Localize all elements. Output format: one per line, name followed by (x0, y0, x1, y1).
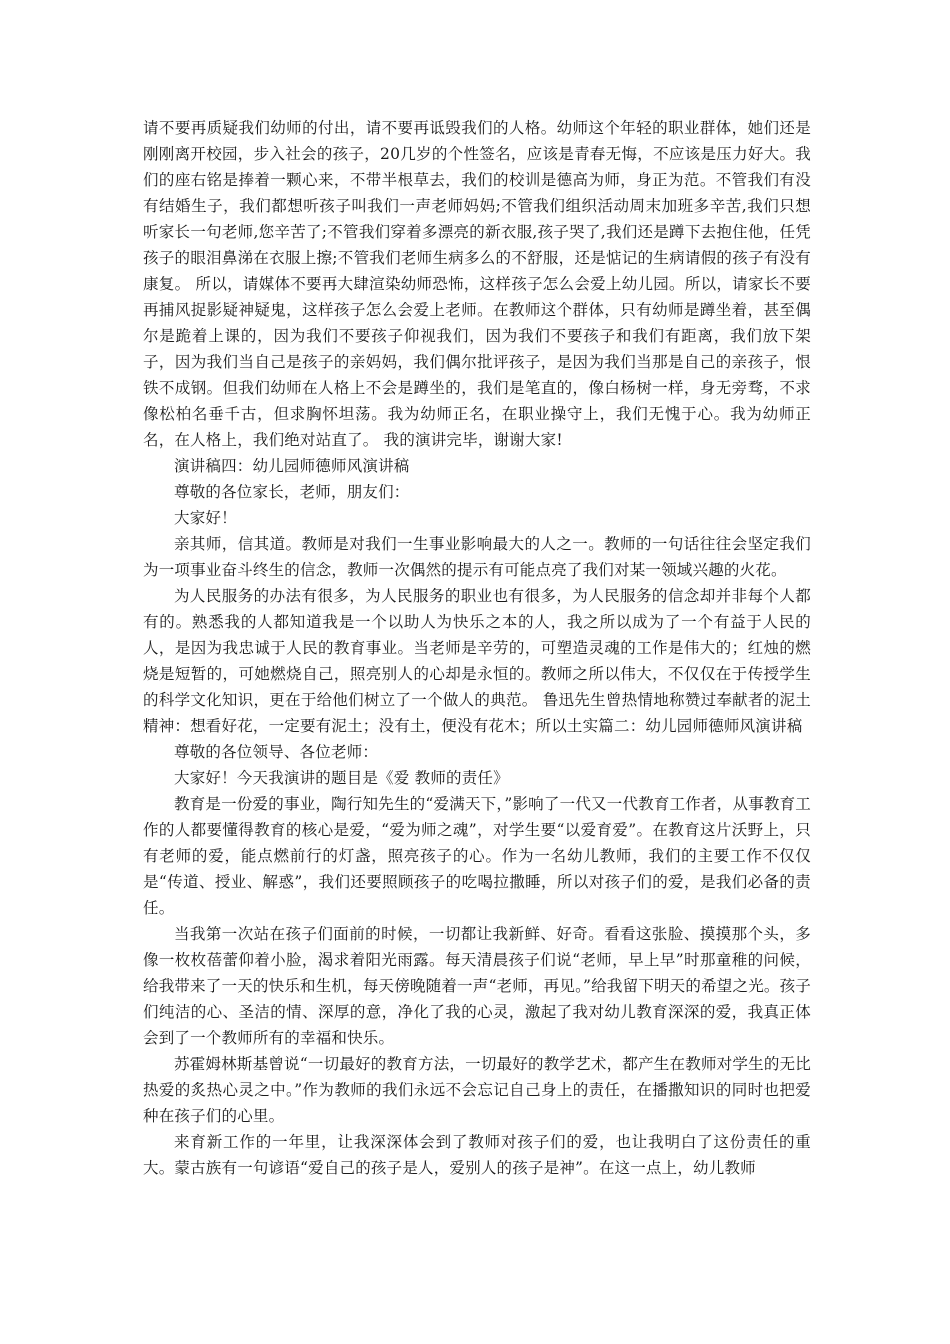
paragraph: 来育新工作的一年里，让我深深体会到了教师对孩子们的爱，也让我明白了这份责任的重大。蒙古族有一句谚语“爱自己的孩子是人，爱别人的孩子是神”。在这一点上，幼儿教师 (143, 1133, 811, 1177)
paragraph: 教育是一份爱的事业，陶行知先生的“爱满天下，”影响了一代又一代教育工作者，从事教育工作的人都要懂得教育的核心是爱，“爱为师之魂”，对学生要“以爱育爱”。在教育这片沃野上，只有老师的爱，能点燃前行的灯盏，照亮孩子的心。作为一名幼儿教师，我们的主要工作不仅仅是“传道、授业、解惑”，我们还要照顾孩子的吃喝拉撒睡，所以对孩子们的爱，是我们必备的责任。 (143, 795, 811, 917)
paragraph: 当我第一次站在孩子们面前的时候，一切都让我新鲜、好奇。看看这张脸、摸摸那个头，多像一枚枚蓓蕾仰着小脸，渴求着阳光雨露。每天清晨孩子们说“老师，早上早”时那童稚的问候，给我带来了一天的快乐和生机，每天傍晚随着一声“老师，再见。”给我留下明天的希望之光。孩子们纯洁的心、圣洁的情、深厚的意，净化了我的心灵，激起了我对幼儿教育深深的爱，我真正体会到了一个教师所有的幸福和快乐。 (143, 925, 811, 1047)
paragraph: 亲其师，信其道。教师是对我们一生事业影响最大的人之一。教师的一句话往往会坚定我们为一项事业奋斗终生的信念，教师一次偶然的提示有可能点亮了我们对某一领域兴趣的火花。 (143, 535, 811, 579)
section-heading: 演讲稿四：幼儿园师德师风演讲稿 (174, 457, 410, 475)
paragraph: 请不要再质疑我们幼师的付出，请不要再诋毁我们的人格。幼师这个年轻的职业群体，她们还是刚刚离开校园，步入社会的孩子，20几岁的个性签名，应该是青春无悔，不应该是压力好大。我们的座右铭是捧着一颗心来，不带半根草去，我们的校训是德高为师，身正为范。不管我们有没有结婚生子，我们都想听孩子叫我们一声老师妈妈;不管我们组织活动周末加班多辛苦,我们只想听家长一句老师,您辛苦了;不管我们穿着多漂亮的新衣服,孩子哭了,我们还是蹲下去抱住他，任凭孩子的眼泪鼻涕在衣服上擦;不管我们老师生病多么的不舒服，还是惦记的生病请假的孩子有没有康复。 所以，请媒体不要再大肆渲染幼师恐怖，这样孩子怎么会爱上幼儿园。所以，请家长不要再捕风捉影疑神疑鬼，这样孩子怎么会爱上老师。在教师这个群体，只有幼师是蹲坐着，甚至偶尔是跪着上课的，因为我们不要孩子仰视我们，因为我们不要孩子和我们有距离，我们放下架子，因为我们当自己是孩子的亲妈妈，我们偶尔批评孩子，是因为我们当那是自己的亲孩子，恨铁不成钢。但我们幼师在人格上不会是蹲坐的，我们是笔直的，像白杨树一样，身无旁骛，不求像松柏名垂千古，但求胸怀坦荡。我为幼师正名，在职业操守上，我们无愧于心。我为幼师正名，在人格上，我们绝对站直了。 我的演讲完毕，谢谢大家! (143, 119, 811, 449)
paragraph: 苏霍姆林斯基曾说“一切最好的教育方法，一切最好的教学艺术，都产生在教师对学生的无比热爱的炙热心灵之中。”作为教师的我们永远不会忘记自己身上的责任，在播撒知识的同时也把爱种在孩子们的心里。 (143, 1055, 811, 1125)
salutation: 尊敬的各位领导、各位老师： (174, 743, 379, 761)
paragraph: 为人民服务的办法有很多，为人民服务的职业也有很多，为人民服务的信念却并非每个人都有的。熟悉我的人都知道我是一个以助人为快乐之本的人，我之所以成为了一个有益于人民的人，是因为我忠诚于人民的教育事业。当老师是辛劳的，可塑造灵魂的工作是伟大的；红烛的燃烧是短暂的，可她燃烧自己，照亮别人的心却是永恒的。教师之所以伟大，不仅仅在于传授学生的科学文化知识，更在于给他们树立了一个做人的典范。 鲁迅先生曾热情地称赞过奉献者的泥土精神：想看好花，一定要有泥土；没有土，便没有花木；所以土实篇二：幼儿园师德师风演讲稿 (143, 587, 811, 735)
document-body (143, 115, 811, 1181)
salutation: 尊敬的各位家长，老师，朋友们： (174, 483, 410, 501)
greeting: 大家好！ (174, 509, 237, 527)
greeting: 大家好！今天我演讲的题目是《爱 教师的责任》 (174, 769, 509, 787)
